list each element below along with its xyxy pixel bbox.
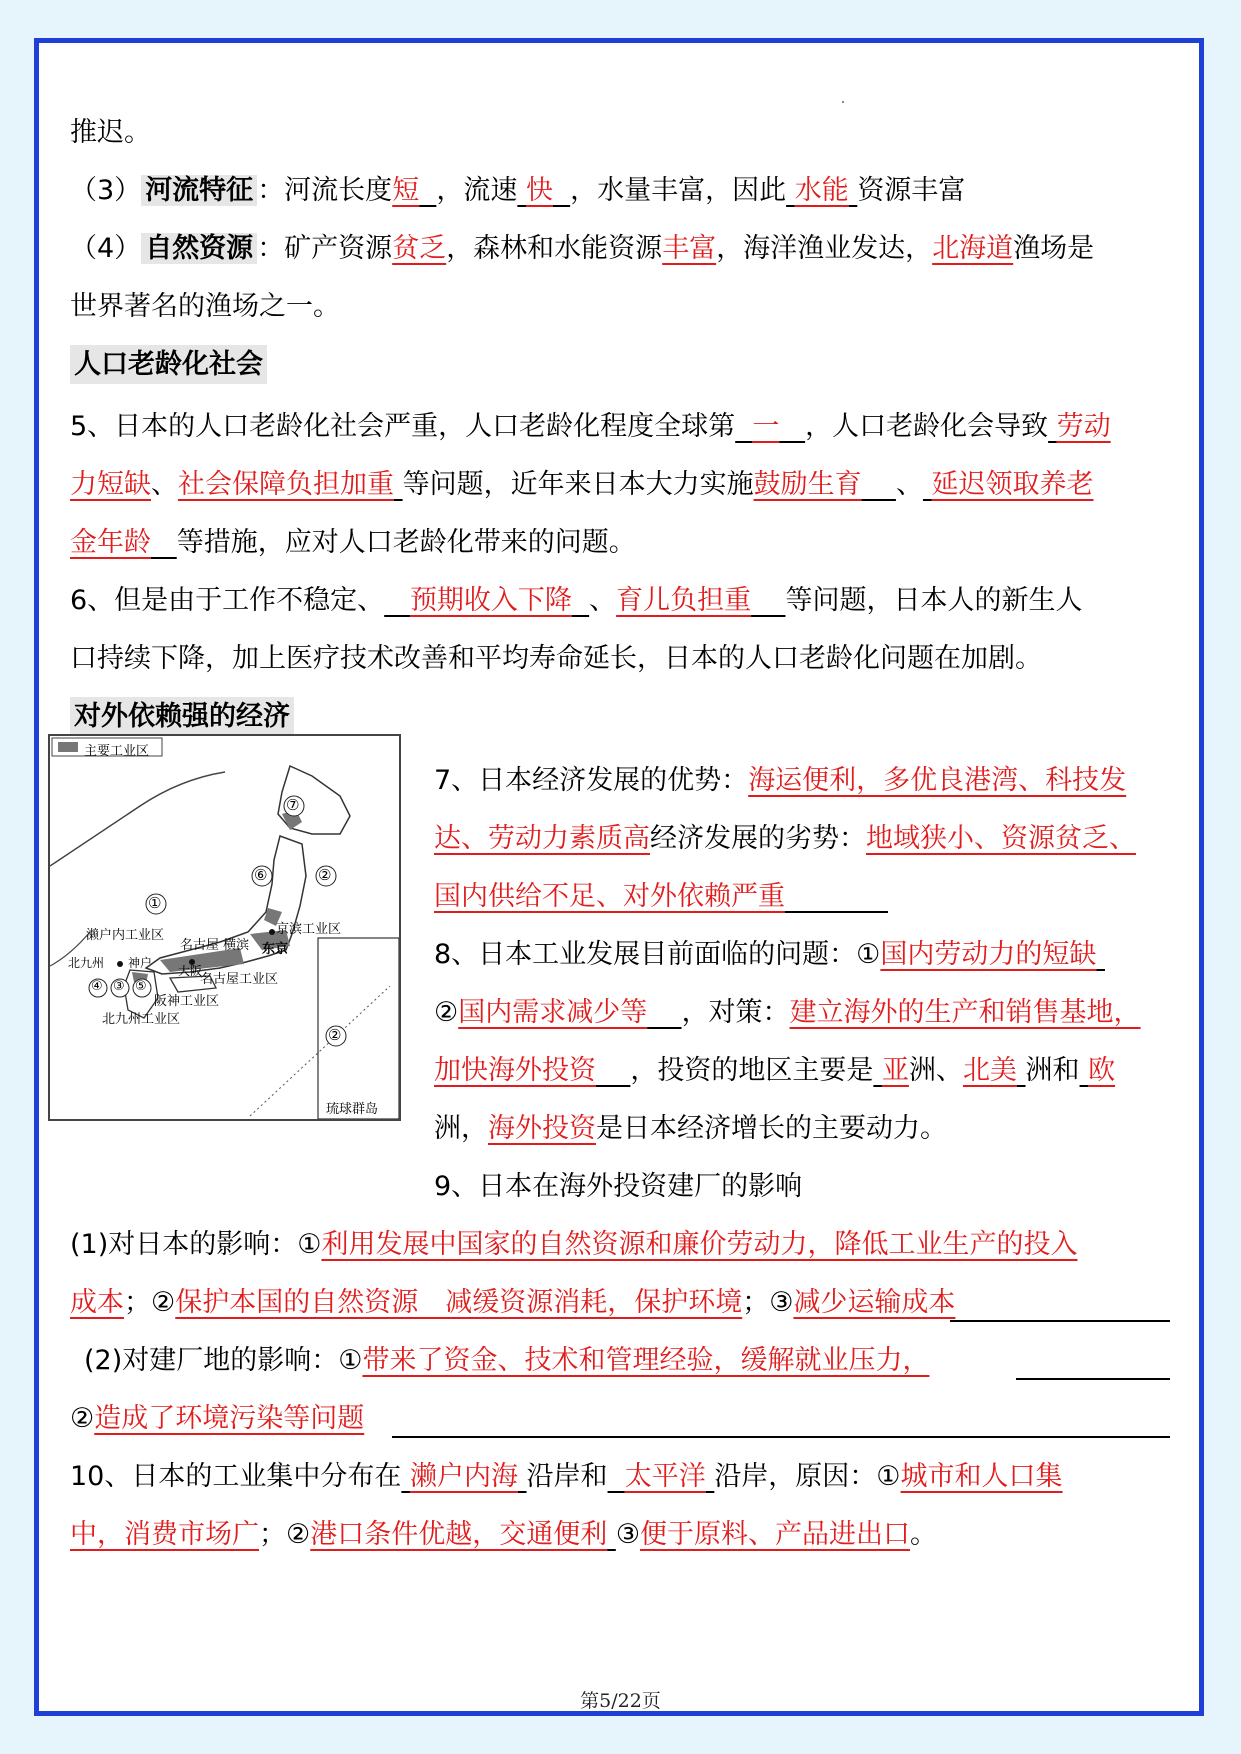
text: 口持续下降，加上医疗技术改善和平均寿命延长，日本的人口老龄化问题在加剧。 <box>70 643 1042 674</box>
text: 9、日本在海外投资建厂的影响 <box>434 1171 803 1202</box>
page-number: 第5/22页 <box>580 1690 661 1712</box>
legend-swatch <box>58 742 78 752</box>
answer: 建立海外的生产和销售基地， <box>789 997 1141 1028</box>
answer: 金年龄 <box>70 527 151 558</box>
text: 世界著名的渔场之一。 <box>70 291 340 322</box>
text: 5、日本的人口老龄化社会严重，人口老龄化程度全球第 <box>70 411 736 442</box>
answer: 中，消费市场广 <box>70 1519 259 1550</box>
answer: 国内需求减少等 <box>458 997 648 1028</box>
q8-line2 <box>434 984 1141 1042</box>
island-chain <box>250 986 390 1116</box>
q8-line4 <box>434 1100 947 1158</box>
answer: 海运便利，多优良港湾、科技发 <box>748 765 1127 796</box>
map-label: 名古屋工业区 <box>200 972 279 987</box>
answer: 城市和人口集 <box>900 1461 1063 1492</box>
fill-line <box>392 1436 1170 1438</box>
text: 洲， <box>434 1113 488 1144</box>
text: 资源丰富 <box>857 175 966 206</box>
map-label: 北九州工业区 <box>102 1012 181 1027</box>
q7-line2 <box>434 810 1136 868</box>
map-label: 阪神工业区 <box>154 994 220 1009</box>
text: 7、日本经济发展的优势： <box>434 765 749 796</box>
answer: 北海道 <box>932 233 1014 264</box>
q9-p2-line2 <box>70 1390 364 1448</box>
answer: 地域狭小、资源贫乏、 <box>866 823 1136 854</box>
legend-label: 主要工业区 <box>84 744 150 759</box>
speck <box>842 101 844 103</box>
region-number: ⑤ <box>135 979 147 994</box>
text: 洲、 <box>908 1055 963 1086</box>
text: (1)对日本的影响：① <box>70 1229 322 1260</box>
text: ② <box>70 1403 95 1434</box>
q9-p1-line2 <box>70 1274 955 1332</box>
paragraph-line <box>70 278 340 336</box>
answer: 丰富 <box>662 233 717 264</box>
inline-heading: 河流特征 <box>141 175 257 206</box>
answer: 带来了资金、技术和管理经验，缓解就业压力， <box>362 1345 930 1376</box>
answer: 北美 <box>962 1055 1017 1086</box>
answer: 鼓励生育 <box>753 469 862 500</box>
text: （3） <box>70 175 142 206</box>
answer: 港口条件优越，交通便利 <box>310 1519 608 1550</box>
region-number: ① <box>148 894 162 912</box>
answer: 快 <box>525 175 553 206</box>
answer: 欧 <box>1088 1055 1116 1086</box>
map-label: 京滨工业区 <box>276 922 342 937</box>
text: ，投资的地区主要是 <box>630 1055 874 1086</box>
q5-line3 <box>70 514 636 572</box>
answer: 便于原料、产品进出口 <box>640 1519 911 1550</box>
answer: 力短缺 <box>70 469 151 500</box>
answer: 预期收入下降 <box>409 585 572 616</box>
region-number: ② <box>328 1026 342 1044</box>
answer: 减少运输成本 <box>793 1287 956 1318</box>
text: 、 <box>151 469 178 500</box>
paragraph-line <box>70 104 151 162</box>
q6-line1 <box>70 572 1082 630</box>
text: 渔场是 <box>1013 233 1095 264</box>
section-title: 对外依赖强的经济 <box>70 697 294 736</box>
text: 6、但是由于工作不稳定、 <box>70 585 385 616</box>
q9-title <box>434 1158 802 1216</box>
q10-line1 <box>70 1448 1063 1506</box>
text: ，对策： <box>681 997 790 1028</box>
answer: 亚 <box>881 1055 909 1086</box>
text: 等问题，近年来日本大力实施 <box>402 469 754 500</box>
text: 是日本经济增长的主要动力。 <box>596 1113 947 1144</box>
answer: 社会保障负担加重 <box>178 469 394 500</box>
text: 洲和 <box>1025 1055 1080 1086</box>
q5-line1 <box>70 398 1111 456</box>
q8-line3 <box>434 1042 1115 1100</box>
section-heading <box>70 336 267 394</box>
answer: 贫乏 <box>392 233 447 264</box>
fill-line <box>950 1320 1170 1322</box>
text: ；③ <box>742 1287 794 1318</box>
text: ，人口老龄化会导致 <box>805 411 1049 442</box>
mainland-coast <box>50 772 225 866</box>
text: (2)对建厂地的影响：① <box>84 1345 363 1376</box>
answer: 短 <box>392 175 420 206</box>
text: ② <box>434 997 459 1028</box>
fill-line <box>1016 1378 1170 1380</box>
q7-line1 <box>434 752 1126 810</box>
region-number: ⑦ <box>286 796 300 814</box>
answer: 成本 <box>70 1287 124 1318</box>
answer: 一 <box>752 411 780 442</box>
text: ；② <box>259 1519 311 1550</box>
city-dot <box>269 929 275 935</box>
map-label: 大阪 <box>178 964 203 978</box>
text: 推迟。 <box>70 117 151 148</box>
text: 10、日本的工业集中分布在 <box>70 1461 402 1492</box>
text: 、 <box>589 585 617 616</box>
text: ，森林和水能资源 <box>446 233 663 264</box>
text: 经济发展的劣势： <box>650 823 866 854</box>
map-label: 神户 <box>128 956 153 970</box>
map-label: 名古屋 横滨 <box>180 938 250 953</box>
text: （4） <box>70 233 142 264</box>
answer: 造成了环境污染等问题 <box>94 1403 365 1434</box>
text: ，流速 <box>436 175 518 206</box>
answer: 国内劳动力的短缺 <box>880 939 1097 970</box>
japan-industrial-map <box>48 734 401 1121</box>
answer: 保护本国的自然资源 减缓资源消耗，保护环境 <box>175 1287 743 1318</box>
q6-line2 <box>70 630 1042 688</box>
answer: 太平洋 <box>624 1461 706 1492</box>
text: 沿岸，原因：① <box>714 1461 901 1492</box>
q9-p2-line1 <box>84 1332 929 1390</box>
region-number: ③ <box>113 979 125 994</box>
text: ：矿产资源 <box>257 233 393 264</box>
answer: 海外投资 <box>488 1113 596 1144</box>
q5-line2 <box>70 456 1094 514</box>
text: 等问题，日本人的新生人 <box>785 585 1083 616</box>
natural-resources-line <box>70 220 1094 278</box>
text: 等措施，应对人口老龄化带来的问题。 <box>176 527 636 558</box>
city-dot <box>117 961 123 967</box>
region-number: ④ <box>91 979 103 994</box>
answer: 育儿负担重 <box>616 585 752 616</box>
text: 、 <box>895 469 923 500</box>
answer: 濑户内海 <box>409 1461 518 1492</box>
river-features-line <box>70 162 965 220</box>
q8-line1 <box>434 926 1105 984</box>
map-label: 濑户内工业区 <box>86 928 165 943</box>
section-title: 人口老龄化社会 <box>70 345 267 384</box>
map-label: 东京 <box>262 942 289 957</box>
answer: 延迟领取养老 <box>931 469 1094 500</box>
answer: 利用发展中国家的自然资源和廉价劳动力，降低工业生产的投入 <box>321 1229 1078 1260</box>
text: ，水量丰富，因此 <box>570 175 787 206</box>
text: 8、日本工业发展目前面临的问题：① <box>434 939 881 970</box>
q10-line2 <box>70 1506 937 1564</box>
map-label: 琉球群岛 <box>326 1102 379 1117</box>
text: 沿岸和 <box>526 1461 608 1492</box>
region-number: ② <box>318 866 332 884</box>
q9-p1-line1 <box>70 1216 1077 1274</box>
inline-heading: 自然资源 <box>141 233 257 264</box>
answer: 达、劳动力素质高 <box>434 823 650 854</box>
text: ：河流长度 <box>257 175 393 206</box>
text: ，海洋渔业发达， <box>716 233 933 264</box>
map-label: 北九州 <box>68 956 105 970</box>
text: ；② <box>124 1287 176 1318</box>
answer: 劳动 <box>1056 411 1111 442</box>
text: 。 <box>910 1519 938 1550</box>
answer: 水能 <box>794 175 849 206</box>
q7-line3 <box>434 868 888 926</box>
answer: 国内供给不足、对外依赖严重 <box>434 881 785 912</box>
region-number: ⑥ <box>254 866 268 884</box>
answer: 加快海外投资 <box>434 1055 596 1086</box>
text: ③ <box>615 1519 641 1550</box>
